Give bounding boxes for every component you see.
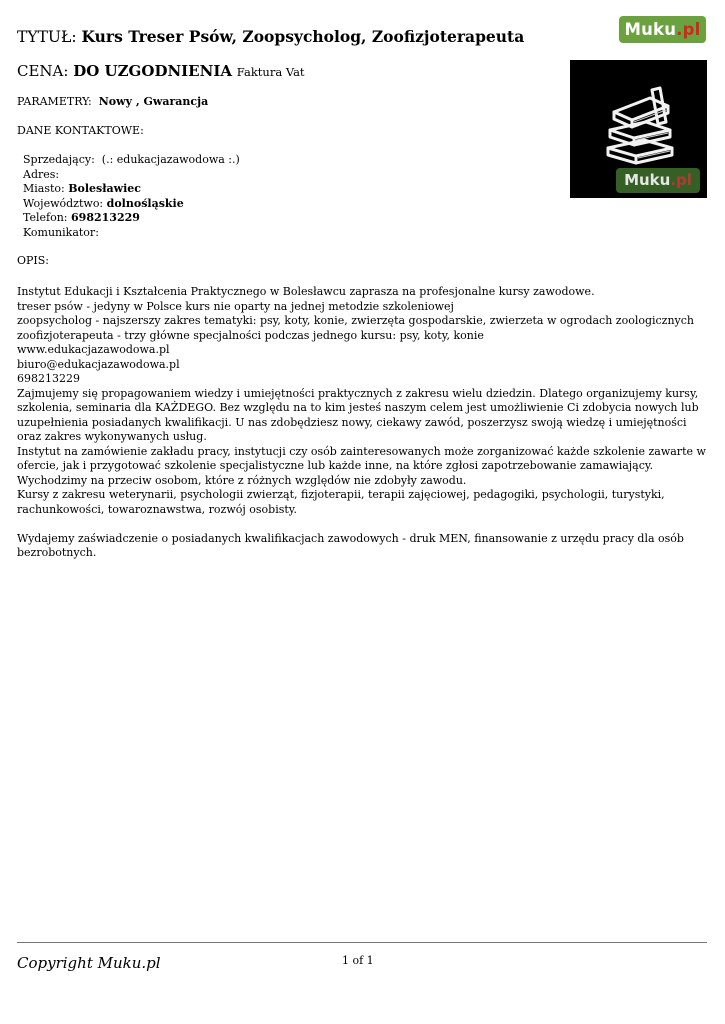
description-paragraph: Instytut na zamówienie zakładu pracy, instytucji czy osób zainteresowanych może zorganizować każde szkolenie zawarte w ofercie, jak i przygotować szkolenie specjalistyczne lub każde inne, na które zgłosi zapotrzebowanie zamawiający. Wychodzimy na przeciw osobom, które z różnych względów nie zdobyły zawodu. — [17, 444, 706, 487]
description-spacer — [17, 517, 712, 532]
thumbnail-logo: Muku.pl — [616, 168, 700, 193]
description-paragraph: Wydajemy zaświadczenie o posiadanych kwalifikacjach zawodowych - druk MEN, finansowanie z urzędu pracy dla osób bezrobotnych. — [17, 531, 684, 559]
contact-heading: DANE KONTAKTOWE: — [17, 124, 144, 137]
logo-domain: .pl — [676, 20, 701, 39]
description-body — [17, 285, 712, 561]
description-paragraph: Zajmujemy się propagowaniem wiedzy i umiejętności praktycznych z zakresu wielu dziedzin. Dlatego organizujemy kursy, szkolenia, seminaria dla KAŻDEGO. Bez względu na to kim jesteś naszym celem jest umożliwienie Ci zdobycia nowych lub uzupełnienia posiadanych kwalifikacji. U nas zdobędziesz nowy, ciekawy zawód, poszerzysz swoją wiedzę i umiejętności oraz zakres wykonywanych usług. — [17, 386, 699, 443]
description-line: treser psów - jedyny w Polsce kurs nie oparty na jednej metodzie szkoleniowej — [17, 299, 454, 313]
footer-copyright: Copyright Muku.pl — [17, 954, 161, 972]
phone-row: Telefon: 698213229 — [23, 211, 140, 224]
footer-divider — [17, 942, 707, 943]
phone-value: 698213229 — [71, 211, 140, 224]
parameters — [17, 95, 208, 108]
params-value: Nowy , Gwarancja — [98, 95, 209, 108]
city-row: Miasto: Bolesławiec — [23, 182, 141, 195]
books-icon — [570, 60, 707, 170]
price-note: Faktura Vat — [236, 65, 305, 79]
address-row: Adres: — [23, 167, 60, 181]
logo-text: Muku — [624, 20, 677, 39]
description-heading: OPIS: — [17, 254, 50, 267]
description-phone: 698213229 — [17, 372, 80, 385]
messenger-row: Komunikator: — [23, 225, 99, 239]
muku-logo[interactable] — [619, 16, 706, 43]
city-value: Bolesławiec — [68, 182, 141, 195]
product-thumbnail — [570, 60, 707, 198]
region-value: dolnośląskie — [106, 196, 184, 210]
listing-title — [17, 27, 524, 46]
seller-name: (.: edukacjazawodowa :.) — [101, 153, 240, 166]
description-paragraph: Kursy z zakresu weterynarii, psychologii zwierząt, fizjoterapii, terapii zajęciowej, pedagogiki, psychologii, turystyki, rachunkowości, towaroznawstwa, rozwój osobisty. — [17, 488, 665, 516]
price-value: DO UZGODNIENIA — [73, 62, 232, 80]
title-label: TYTUŁ: — [17, 28, 77, 46]
email-link[interactable]: biuro@edukacjazawodowa.pl — [17, 357, 180, 371]
website-link[interactable]: www.edukacjazawodowa.pl — [17, 343, 170, 356]
description-line: Instytut Edukacji i Kształcenia Praktycznego w Bolesławcu zaprasza na profesjonalne kursy zawodowe. — [17, 285, 595, 298]
description-line: zoofizjoterapeuta - trzy główne specjalności podczas jednego kursu: psy, koty, konie — [17, 328, 484, 342]
listing-price — [17, 62, 305, 80]
region-row: Województwo: dolnośląskie — [23, 196, 184, 210]
seller-row: Sprzedający: (.: edukacjazawodowa :.) — [23, 153, 240, 166]
contact-details — [23, 153, 240, 240]
params-label: PARAMETRY: — [17, 95, 92, 108]
price-label: CENA: — [17, 62, 69, 80]
title-value: Kurs Treser Psów, Zoopsycholog, Zoofizjoterapeuta — [81, 27, 525, 46]
page-number: 1 of 1 — [342, 954, 374, 967]
description-line: zoopsycholog - najszerszy zakres tematyki: psy, koty, konie, zwierzęta gospodarskie, zwierzeta w ogrodach zoologicznych — [17, 314, 695, 327]
